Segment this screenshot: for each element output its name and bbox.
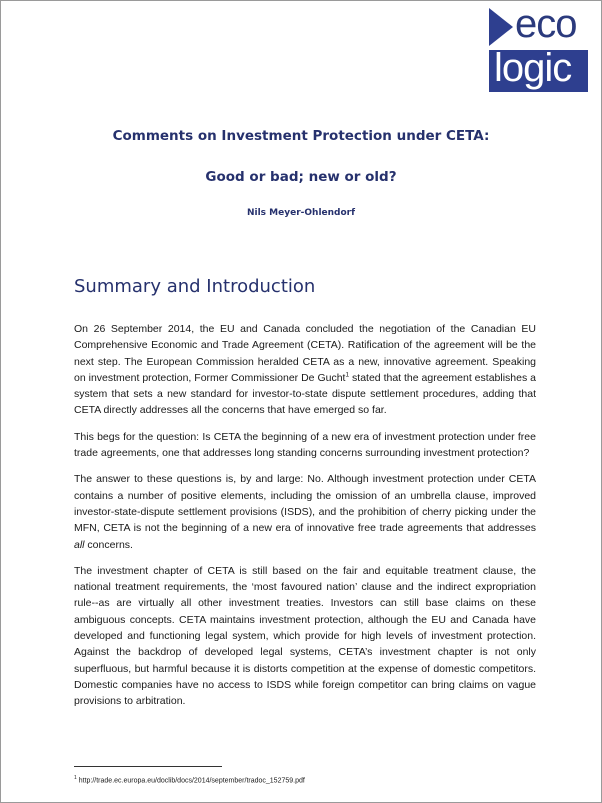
paragraph-3-emphasis: all xyxy=(74,538,85,551)
logo-logic-text: logic xyxy=(494,46,572,90)
section-heading: Summary and Introduction xyxy=(74,276,316,297)
logo-triangle-icon xyxy=(489,8,513,46)
author-name: Nils Meyer-Ohlendorf xyxy=(246,208,356,218)
ecologic-logo xyxy=(489,2,589,92)
paragraph-2: This begs for the question: Is CETA the beginning of a new era of investment protection under free trade agreements, one that addresses long standing concerns surrounding investment protection? xyxy=(74,430,536,460)
footnote xyxy=(74,775,305,784)
paragraph-3 xyxy=(74,471,536,552)
footnote-ref: 1 xyxy=(345,371,350,379)
paragraph-1 xyxy=(74,321,536,419)
footnote-number: 1 xyxy=(74,775,77,781)
paragraph-1-part-a: On 26 September 2014, the EU and Canada concluded the negotiation of the Canadian EU Comprehensive Economic and Trade Agreement (CETA). Ratification of the agreement will be the next step. The European Commission heralded CETA as a new, innovative agreement. Speaking on investment protection, Former Commissioner De Gucht xyxy=(74,323,536,384)
document-title: Comments on Investment Protection under CETA: xyxy=(112,128,490,144)
paragraph-3-part-a: The answer to these questions is, by and large: No. Although investment protection under CETA contains a number of positive elements, including the omission of an umbrella clause, improved investor-state-dispute settlement provisions (ISDS), and the prohibition of cherry picking under the MFN, CETA is not the beginning of a new era of innovative free trade agreements that addresses xyxy=(74,473,536,535)
document-subtitle: Good or bad; new or old? xyxy=(205,169,397,185)
paragraph-1-part-b: stated that the agreement establishes a system that sets a new standard for investor-to-state dispute settlement procedures, adding that CETA directly addresses all the concerns that have emerged so far. xyxy=(74,371,536,417)
footnote-link-text[interactable]: http://trade.ec.europa.eu/doclib/docs/2014/september/tradoc_152759.pdf xyxy=(76,777,305,785)
logo-eco-text: eco xyxy=(515,2,577,46)
paragraph-4: The investment chapter of CETA is still based on the fair and equitable treatment clause, the national treatment requirements, the ‘most favoured nation’ clause and the indirect expropriation rule--as are virtually all other investment treaties. Investors can still base claims on these ambiguous concepts. CETA maintains investment protection, although the EU and Canada have developed and functioning legal system, which provide for high levels of investment protection. Against the backdrop of developed legal systems, CETA’s investment chapter is not only superfluous, but harmful because it is distorts competition at the expense of domestic competitors. Domestic companies have no access to ISDS while foreign competitor can bring claims on vague provisions to arbitration. xyxy=(74,564,536,708)
paragraph-3-part-b: concerns. xyxy=(84,538,133,551)
footnote-divider xyxy=(74,766,222,767)
body-text xyxy=(74,321,536,720)
